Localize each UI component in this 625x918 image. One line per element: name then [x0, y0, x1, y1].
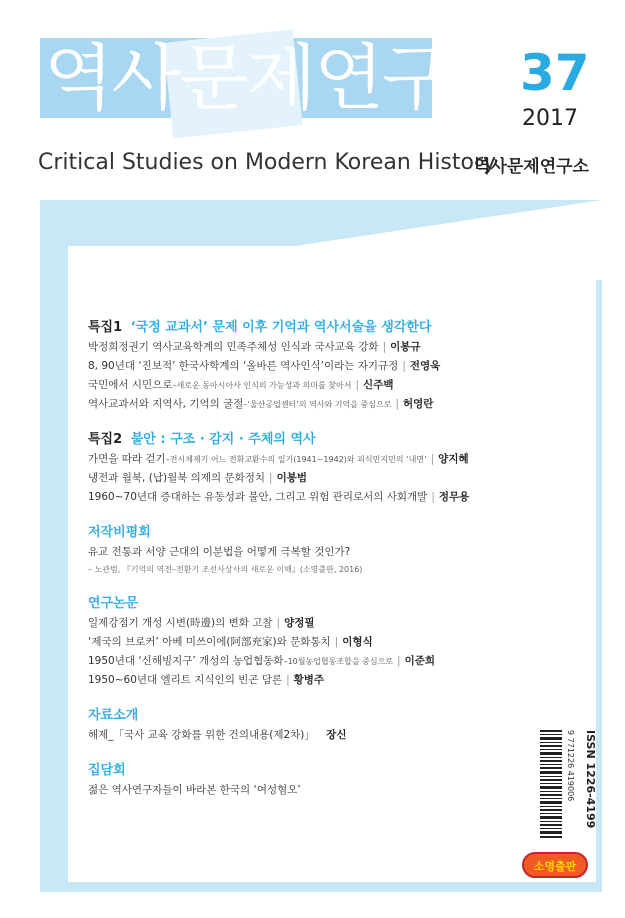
section-research-papers: [88, 594, 588, 690]
section-title: 저작비평회: [88, 525, 151, 540]
article-title: 1960~70년대 증대하는 유동성과 불안, 그리고 위험 관리로서의 사회개발: [88, 491, 428, 503]
article-title: 박정희정권기 역사교육학계의 민족주체성 인식과 국사교육 강화: [88, 341, 379, 353]
article-title: 1950~60년대 엘리트 지식인의 빈곤 담론: [88, 674, 283, 686]
article-subtitle: –새로운 동아시아사 인식의 가능성과 의미를 찾아서: [172, 381, 352, 390]
separator: |: [269, 472, 273, 484]
publisher-logo: 소명출판: [522, 852, 588, 878]
list-item: [88, 469, 588, 488]
list-item: [88, 395, 588, 414]
section-label: 특집1: [88, 320, 123, 335]
section-heading: [88, 594, 588, 614]
article-title: 1950년대 ‘신해빙지구’ 개성의 농업협동화: [88, 655, 284, 667]
list-item: [88, 781, 588, 800]
separator: |: [431, 491, 435, 503]
separator: |: [334, 636, 339, 648]
publisher-name: 역사문제연구소: [474, 157, 589, 177]
article-title: 해제_「국사 교육 강화를 위한 건의내용(제2차)」: [88, 729, 315, 741]
list-item: [88, 614, 588, 633]
list-item: [88, 450, 588, 469]
section-title: 불안 : 구조 · 감지 · 주체의 역사: [130, 432, 316, 447]
issue-number: 37: [520, 44, 590, 102]
article-author: 이준희: [404, 655, 436, 667]
separator: |: [397, 655, 401, 667]
article-title: 냉전과 월북, (납)월북 의제의 문화정치: [88, 472, 266, 484]
article-title: ‘제국의 브로커’ 아베 미쓰이에(阿部充家)와 문화통치: [88, 636, 331, 648]
article-title: 국민에서 시민으로: [88, 379, 173, 391]
section-roundtable: [88, 761, 588, 800]
article-title: 역사교과서와 지역사, 기억의 굴절: [88, 398, 244, 410]
separator: |: [402, 360, 406, 372]
separator: |: [382, 341, 387, 353]
separator: |: [276, 617, 281, 629]
section-title: 집담회: [88, 763, 126, 778]
article-author: 허영란: [403, 398, 434, 410]
article-author: 이봉규: [390, 341, 421, 353]
section-heading: [88, 318, 588, 338]
separator: |: [355, 379, 360, 391]
table-of-contents: [88, 318, 588, 816]
section-title: ‘국정 교과서’ 문제 이후 기억과 역사서술을 생각한다: [130, 320, 432, 335]
article-subtitle: –‘울산공업센터’의 역사와 기억을 중심으로: [243, 400, 392, 409]
article-title: 가면을 따라 걷기: [88, 453, 166, 465]
section-title: 자료소개: [88, 708, 139, 723]
article-title: 유교 전통과 서양 근대의 이분법을 어떻게 극복할 것인가?: [88, 546, 351, 558]
article-author: 황병주: [293, 674, 325, 686]
journal-title: 역사문제연구: [44, 36, 450, 120]
separator: |: [286, 674, 290, 686]
separator: [319, 729, 322, 741]
article-title: 젊은 역사연구자들이 바라본 한국의 ‘여성혐오’: [88, 784, 301, 796]
article-subtitle: –전시체제기 어느 전화교환수의 일기(1941~1942)와 피식민지민의 ‘내면’: [165, 455, 427, 464]
article-author: 이봉범: [276, 472, 308, 484]
section-special-1: [88, 318, 588, 414]
article-author: 이형식: [342, 636, 373, 648]
list-item: [88, 338, 588, 357]
section-book-review: [88, 523, 588, 578]
barcode-digits: 9 771226 419006: [566, 730, 575, 802]
article-author: 양지혜: [438, 453, 469, 465]
separator: |: [395, 398, 399, 410]
section-special-2: [88, 430, 588, 507]
article-author: 양정필: [284, 617, 315, 629]
book-reference: – 노관범, 『기억의 역전–전환기 조선사상사의 새로운 이해』(소명출판, 2016): [88, 565, 363, 574]
list-item: [88, 726, 588, 745]
article-title: 일제강점기 개성 시변(時邊)의 변화 고찰: [88, 617, 273, 629]
list-item: [88, 543, 588, 562]
list-item: [88, 357, 588, 376]
article-subtitle: –10월농업협동조합을 중심으로: [283, 657, 394, 666]
list-item: [88, 671, 588, 690]
article-author: 장신: [326, 729, 347, 741]
section-heading: [88, 430, 588, 450]
list-item: [88, 633, 588, 652]
section-materials: [88, 706, 588, 745]
section-title: 연구논문: [88, 596, 139, 611]
article-author: 정무용: [438, 491, 470, 503]
english-subtitle: Critical Studies on Modern Korean History: [38, 150, 497, 175]
section-label: 특집2: [88, 432, 123, 447]
article-title: 8, 90년대 ‘진보적’ 한국사학계의 ‘올바른 역사인식’이라는 자기규정: [88, 360, 399, 372]
issue-year: 2017: [522, 106, 578, 131]
section-heading: [88, 706, 588, 726]
list-item: [88, 488, 588, 507]
issn-number: ISSN 1226-4199: [584, 730, 597, 829]
article-author: 전영욱: [409, 360, 441, 372]
section-heading: [88, 761, 588, 781]
article-author: 신주백: [363, 379, 394, 391]
list-item: [88, 376, 588, 395]
list-item: [88, 652, 588, 671]
separator: |: [430, 453, 435, 465]
section-heading: [88, 523, 588, 543]
